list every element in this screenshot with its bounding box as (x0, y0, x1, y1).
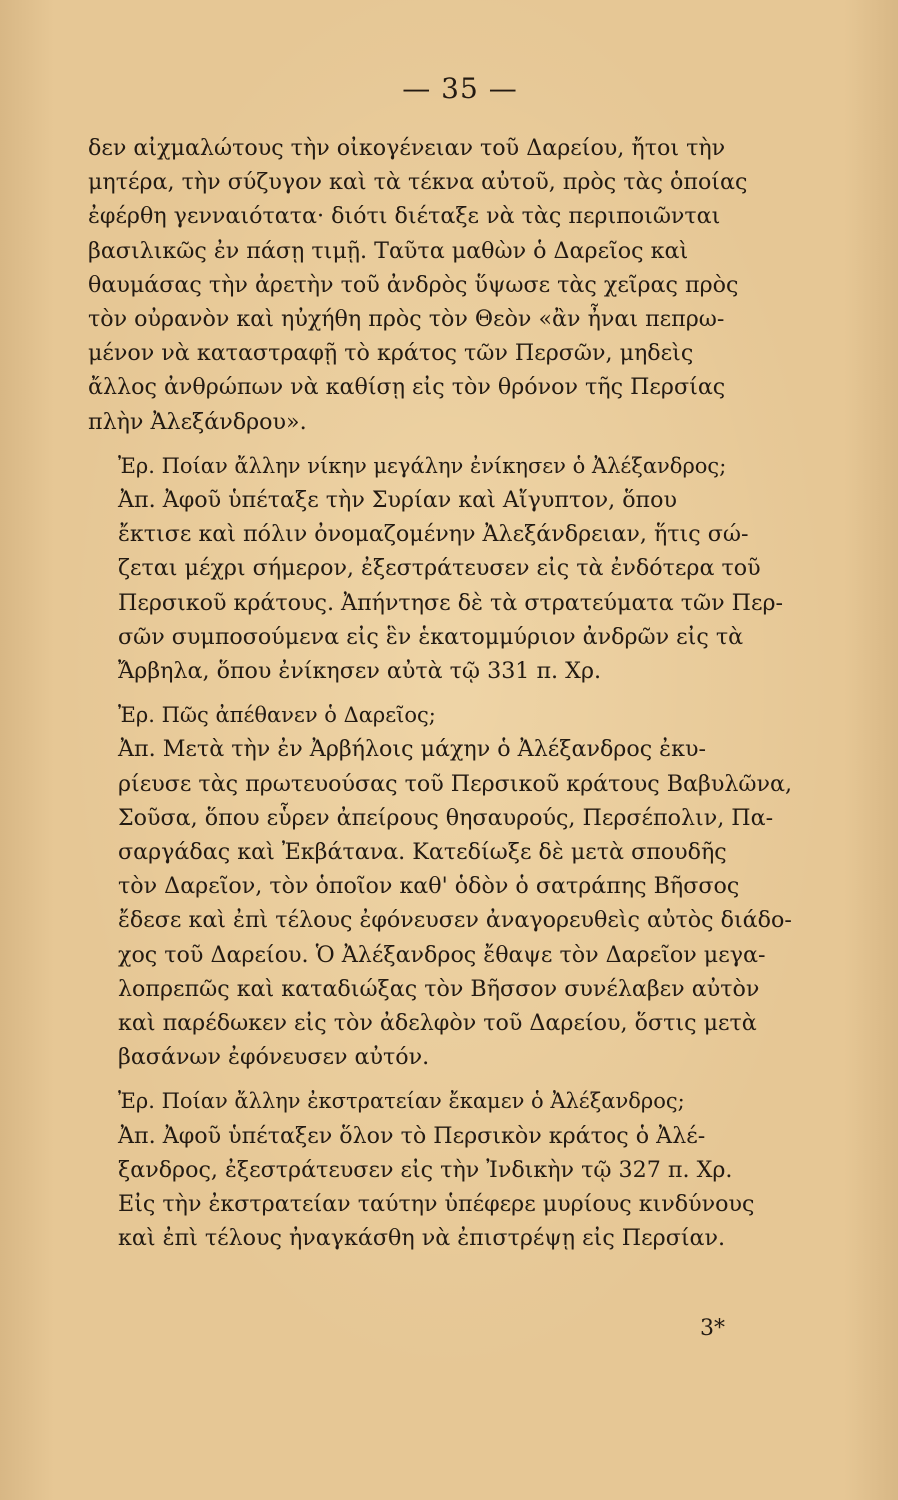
text-line: πλὴν Ἀλεξάνδρου». (88, 408, 307, 435)
text-line: βασάνων ἐφόνευσεν αὐτόν. (118, 1044, 430, 1071)
answer-paragraph (88, 483, 832, 688)
answer-paragraph (88, 732, 832, 1074)
text-line: Σοῦσα, ὅπου εὗρεν ἀπείρους θησαυρούς, Περσέπολιν, Πα- (118, 804, 774, 831)
text-line: βασιλικῶς ἐν πάσῃ τιμῇ. Ταῦτα μαθὼν ὁ Δαρεῖος καὶ (88, 237, 689, 264)
text-line: Περσικοῦ κράτους. Ἀπήντησε δὲ τὰ στρατεύματα τῶν Περ- (118, 589, 784, 616)
text-line: Ἐρ. Ποίαν ἄλλην ἐκστρατείαν ἔκαμεν ὁ Ἀλέξανδρος; (118, 1089, 685, 1114)
text-line: Ἀπ. Μετὰ τὴν ἐν Ἀρβήλοις μάχην ὁ Ἀλέξανδρος ἐκυ- (118, 736, 706, 763)
text-line: Εἰς τὴν ἐκστρατείαν ταύτην ὑπέφερε μυρίους κινδύνους (118, 1191, 755, 1218)
answer-paragraph (88, 1119, 832, 1256)
text-line: ξανδρος, ἐξεστράτευσεν εἰς τὴν Ἰνδικὴν τῷ 327 π. Χρ. (118, 1156, 733, 1183)
text-line: θαυμάσας τὴν ἀρετὴν τοῦ ἀνδρὸς ὕψωσε τὰς χεῖρας πρὸς (88, 271, 739, 298)
text-line: ἄλλος ἀνθρώπων νὰ καθίσῃ εἰς τὸν θρόνον τῆς Περσίας (88, 374, 726, 401)
text-line: μένον νὰ καταστραφῇ τὸ κράτος τῶν Περσῶν, μηδεὶς (88, 340, 694, 367)
text-line: σῶν συμποσούμενα εἰς ἓν ἑκατομμύριον ἀνδρῶν εἰς τὰ (118, 623, 744, 650)
signature-mark: 3* (700, 1316, 725, 1341)
text-line: Ἐρ. Ποίαν ἄλλην νίκην μεγάλην ἐνίκησεν ὁ Ἀλέξανδρος; (118, 453, 727, 478)
page-number: — 35 — (402, 72, 518, 105)
text-line: σαργάδας καὶ Ἐκβάτανα. Κατεδίωξε δὲ μετὰ σπουδῆς (118, 839, 727, 866)
text-line: ἔδεσε καὶ ἐπὶ τέλους ἐφόνευσεν ἀναγορευθεὶς αὐτὸς διάδο- (118, 907, 792, 934)
text-line: ἔκτισε καὶ πόλιν ὀνομαζομένην Ἀλεξάνδρειαν, ἥτις σώ- (118, 521, 749, 548)
question-paragraph (88, 698, 832, 732)
text-line: τὸν Δαρεῖον, τὸν ὁποῖον καθ' ὁδὸν ὁ σατράπης Βῆσσος (118, 873, 740, 900)
text-line: τὸν οὐρανὸν καὶ ηὐχήθη πρὸς τὸν Θεὸν «ἂν ἦναι πεπρω- (88, 306, 725, 333)
question-paragraph (88, 1084, 832, 1118)
text-body (88, 131, 832, 1256)
text-line: Ἀπ. Ἀφοῦ ὑπέταξε τὴν Συρίαν καὶ Αἴγυπτον, ὅπου (118, 487, 677, 514)
text-line: Ἀπ. Ἀφοῦ ὑπέταξεν ὅλον τὸ Περσικὸν κράτος ὁ Ἀλέ- (118, 1122, 706, 1149)
text-line: Ἄρβηλα, ὅπου ἐνίκησεν αὐτὰ τῷ 331 π. Χρ. (118, 658, 602, 685)
text-line: Ἐρ. Πῶς ἀπέθανεν ὁ Δαρεῖος; (118, 703, 436, 728)
text-line: καὶ ἐπὶ τέλους ἠναγκάσθη νὰ ἐπιστρέψῃ εἰς Περσίαν. (118, 1225, 726, 1252)
text-line: λοπρεπῶς καὶ καταδιώξας τὸν Βῆσσον συνέλαβεν αὐτὸν (118, 975, 760, 1002)
text-line: ἐφέρθη γενναιότατα· διότι διέταξε νὰ τὰς περιποιῶνται (88, 203, 721, 230)
question-paragraph (88, 449, 832, 483)
text-line: μητέρα, τὴν σύζυγον καὶ τὰ τέκνα αὐτοῦ, πρὸς τὰς ὁποίας (88, 169, 748, 196)
text-paragraph (88, 131, 832, 439)
text-line: ζεται μέχρι σήμερον, ἐξεστράτευσεν εἰς τὰ ἐνδότερα τοῦ (118, 555, 761, 582)
text-line: δεν αἰχμαλώτους τὴν οἰκογένειαν τοῦ Δαρείου, ἤτοι τὴν (88, 135, 726, 161)
text-line: καὶ παρέδωκεν εἰς τὸν ἀδελφὸν τοῦ Δαρείου, ὅστις μετὰ (118, 1010, 757, 1037)
text-line: ρίευσε τὰς πρωτευούσας τοῦ Περσικοῦ κράτους Βαβυλῶνα, (118, 770, 793, 797)
text-line: χος τοῦ Δαρείου. Ὁ Ἀλέξανδρος ἔθαψε τὸν Δαρεῖον μεγα- (118, 941, 766, 968)
